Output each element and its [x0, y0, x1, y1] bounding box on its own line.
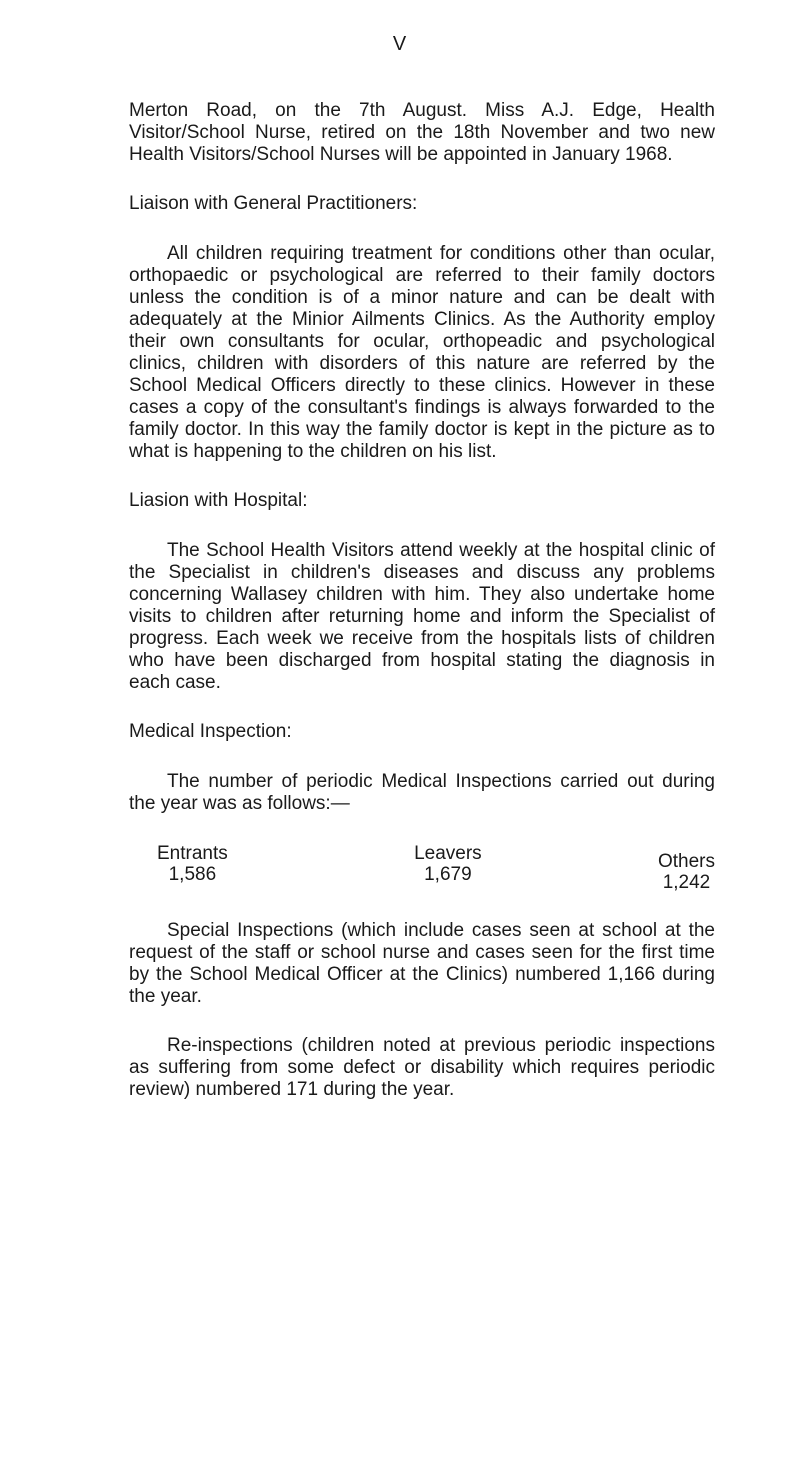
- gp-liaison-heading: Liaison with General Practitioners:: [129, 193, 418, 214]
- stat-value: 1,242: [662, 872, 711, 893]
- stat-label: Others: [657, 851, 715, 872]
- page-body: [129, 100, 715, 1101]
- stat-leavers: [414, 843, 482, 893]
- intro-paragraph: Merton Road, on the 7th August. Miss A.J. Edge, Health Visitor/School Nurse, retired on the 18th November and two new Health Visitors/School Nurses will be appointed in January 1968.: [129, 100, 715, 165]
- page-number: V: [392, 33, 408, 55]
- hospital-liaison-heading: Liasion with Hospital:: [129, 490, 308, 511]
- inspection-stats: [129, 843, 715, 893]
- medical-inspection-intro: The number of periodic Medical Inspections carried out during the year was as follows:—: [129, 771, 715, 814]
- gp-liaison-paragraph: All children requiring treatment for conditions other than ocular, orthopaedic or psychological are referred to their family doctors unless the condition is of a minor nature and can be dealt with adequately at the Minior Ailments Clinics. As the Authority employ their own consultants for ocular, orthopeadic and psychological clinics, children with disorders of this nature are referred by the School Medical Officers directly to these clinics. However in these cases a copy of the consultant's findings is always forwarded to the family doctor. In this way the family doctor is kept in the picture as to what is happening to the children on his list.: [129, 243, 715, 462]
- special-inspections-paragraph: Special Inspections (which include cases seen at school at the request of the staff or school nurse and cases seen for the first time by the School Medical Officer at the Clinics) numbered 1,166 during the year.: [129, 920, 715, 1007]
- hospital-liaison-paragraph: The School Health Visitors attend weekly at the hospital clinic of the Specialist in children's diseases and discuss any problems concerning Wallasey children with him. They also undertake home visits to children after returning home and inform the Specialist of progress. Each week we receive from the hospitals lists of children who have been discharged from hospital stating the diagnosis in each case.: [129, 540, 715, 693]
- stat-value: 1,586: [168, 864, 217, 885]
- stat-entrants: [157, 843, 228, 893]
- stat-others: [658, 851, 715, 893]
- stat-value: 1,679: [424, 864, 472, 885]
- stat-label: Entrants: [157, 843, 228, 864]
- stat-label: Leavers: [414, 843, 482, 864]
- medical-inspection-heading: Medical Inspection:: [129, 721, 292, 742]
- reinspections-paragraph: Re-inspections (children noted at previous periodic inspections as suffering from some defect or disability which requires periodic review) numbered 171 during the year.: [129, 1035, 715, 1100]
